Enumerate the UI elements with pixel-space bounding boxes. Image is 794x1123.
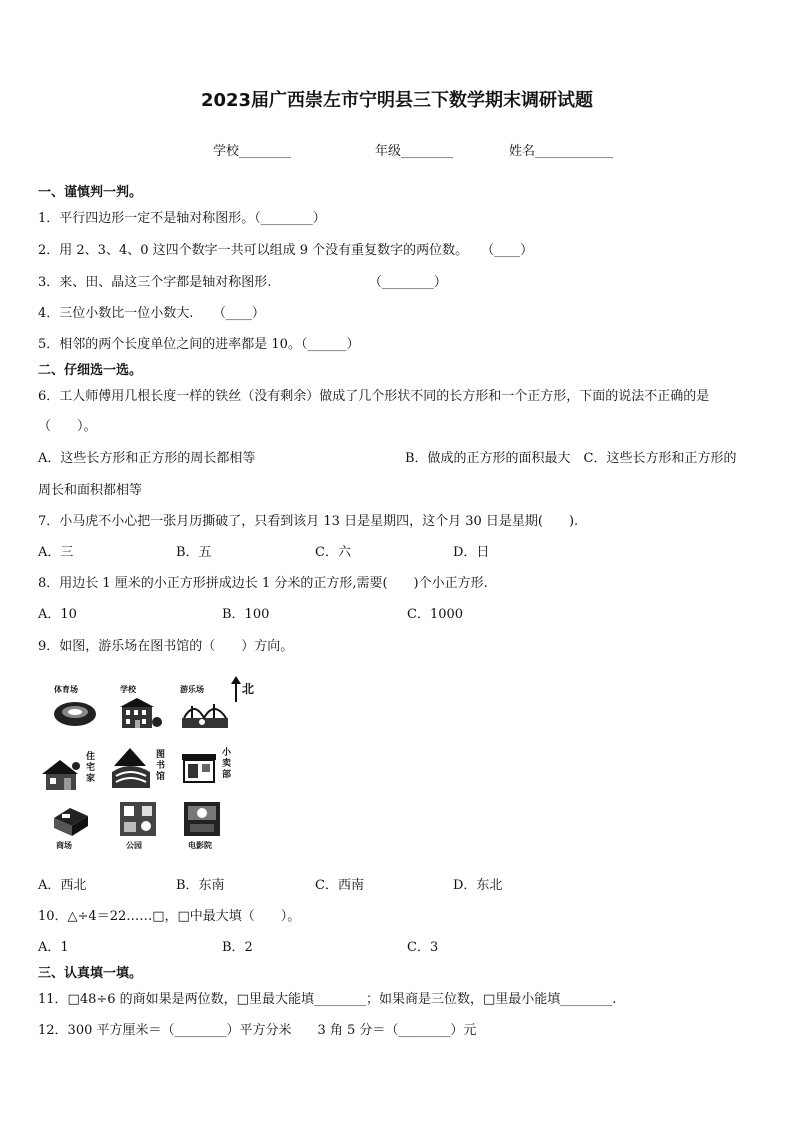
residence-label: 住宅家 (86, 752, 96, 784)
mall-label: 商场 (56, 841, 72, 850)
question-5: 5．相邻的两个长度单位之间的进率都是 10。（______） (38, 337, 360, 352)
q9-option-a: A．西北 (38, 878, 87, 893)
question-6-line1: 6．工人师傅用几根长度一样的铁丝（没有剩余）做成了几个形状不同的长方形和一个正方形，下面的说法不正确的是 (38, 389, 710, 404)
house-icon (40, 758, 82, 792)
school-cell (110, 684, 170, 740)
park-label: 公园 (126, 841, 142, 850)
question-10: 10．△÷4＝22……□，□中最大填（ ）。 (38, 909, 301, 924)
stadium-icon (52, 698, 98, 728)
library-icon (110, 746, 152, 792)
q7-option-b: B．五 (176, 545, 212, 560)
question-6-line2: （ ）。 (38, 419, 97, 434)
q9-option-d: D．东北 (453, 878, 503, 893)
north-label: 北 (242, 682, 255, 696)
school-building-icon (118, 698, 162, 730)
q6-option-bc: B．做成的正方形的面积最大 C．这些长方形和正方形的 (405, 451, 737, 466)
store-label: 小卖部 (222, 748, 232, 780)
q7-option-c: C．六 (315, 545, 351, 560)
cinema-cell (178, 798, 238, 854)
q9-option-c: C．西南 (315, 878, 364, 893)
direction-map-figure (38, 674, 268, 860)
gym-cell (44, 684, 104, 740)
school-field: 学校________ (213, 144, 292, 159)
library-label: 图书馆 (156, 750, 166, 782)
cinema-icon (182, 800, 222, 838)
residence-cell (38, 746, 98, 802)
q10-option-b: B．2 (222, 940, 253, 955)
store-icon (180, 752, 220, 786)
mall-icon (50, 804, 92, 838)
question-11: 11．□48÷6 的商如果是两位数，□里最大能填________；如果商是三位数，□里最小能填________. (38, 992, 617, 1007)
q7-option-a: A．三 (38, 545, 74, 560)
school-label: 学校 (120, 685, 136, 694)
store-cell (178, 744, 238, 800)
q8-option-c: C．1000 (407, 607, 464, 622)
library-cell (108, 744, 168, 800)
q10-option-a: A．1 (38, 940, 69, 955)
mall-cell (46, 800, 106, 856)
amusement-park-label: 游乐场 (180, 685, 204, 694)
question-9: 9．如图，游乐场在图书馆的（ ）方向。 (38, 639, 294, 654)
amusement-park-icon (182, 698, 228, 730)
gym-label: 体育场 (54, 685, 78, 694)
park-icon (118, 800, 158, 838)
q8-option-b: B．100 (222, 607, 270, 622)
section-2-heading: 二、仔细选一选。 (38, 363, 143, 378)
q6-option-a: A．这些长方形和正方形的周长都相等 (38, 451, 256, 466)
cinema-label: 电影院 (188, 841, 212, 850)
section-3-heading: 三、认真填一填。 (38, 966, 143, 981)
question-12: 12．300 平方厘米＝（________）平方分米 3 角 5 分＝（________）元 (38, 1023, 477, 1038)
q8-option-a: A．10 (38, 607, 77, 622)
q7-option-d: D．日 (453, 545, 490, 560)
page-title: 2023届广西崇左市宁明县三下数学期末调研试题 (200, 90, 594, 111)
question-7: 7．小马虎不小心把一张月历撕破了，只看到该月 13 日是星期四，这个月 30 日是星期( ). (38, 514, 579, 529)
amusement-park-cell (174, 684, 234, 740)
question-4: 4．三位小数比一位小数大. （____） (38, 306, 265, 321)
question-1: 1．平行四边形一定不是轴对称图形。（________） (38, 211, 326, 226)
question-2: 2．用 2、3、4、0 这四个数字一共可以组成 9 个没有重复数字的两位数。 （____） (38, 243, 534, 258)
question-8: 8．用边长 1 厘米的小正方形拼成边长 1 分米的正方形,需要( )个小正方形. (38, 576, 488, 591)
q9-option-b: B．东南 (176, 878, 225, 893)
park-cell (116, 798, 176, 854)
q10-option-c: C．3 (407, 940, 439, 955)
q6-option-c-cont: 周长和面积都相等 (38, 483, 143, 498)
question-3: 3．来、田、晶这三个字都是轴对称图形. （________） (38, 275, 447, 290)
section-1-heading: 一、谨慎判一判。 (38, 185, 143, 200)
grade-field: 年级________ (375, 144, 454, 159)
name-field: 姓名____________ (509, 144, 614, 159)
